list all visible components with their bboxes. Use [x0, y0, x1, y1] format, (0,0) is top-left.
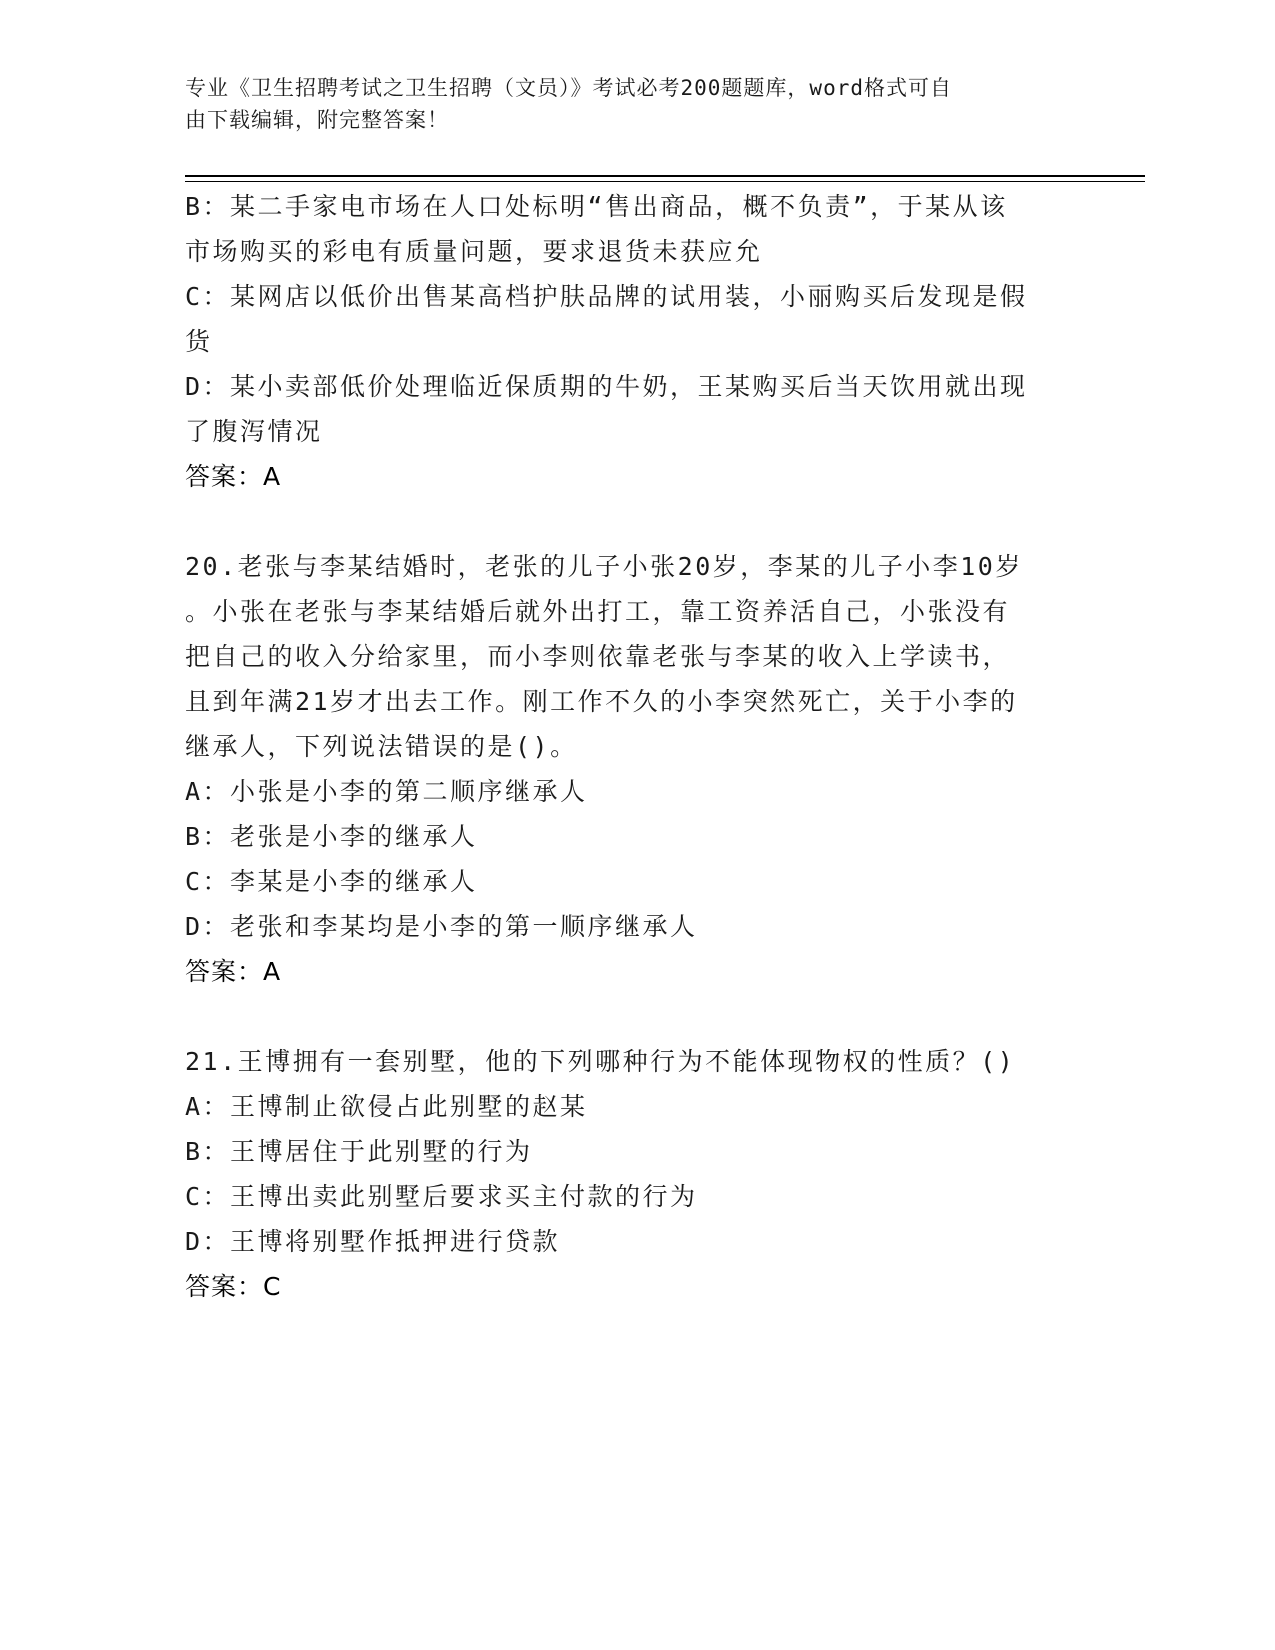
answer-label: 答案：A [185, 462, 282, 491]
header-title-line-2: 由下载编辑，附完整答案！ [185, 108, 449, 132]
question-spacer [185, 994, 1085, 1039]
option-b-line-2: 市场购买的彩电有质量问题，要求退货未获应允 [185, 237, 763, 266]
question-20-answer: 答案：A [185, 957, 282, 986]
option-d-line-1: D：某小卖部低价处理临近保质期的牛奶，王某购买后当天饮用就出现 [185, 372, 1028, 401]
question-21-stem: 21.王博拥有一套别墅，他的下列哪种行为不能体现物权的性质？() [185, 1047, 1016, 1076]
question-20-option-c: C：李某是小李的继承人 [185, 867, 478, 896]
option-c-line-2: 货 [185, 327, 213, 356]
header-rule-thin [185, 181, 1145, 182]
question-20-stem-line-2: 。小张在老张与李某结婚后就外出打工，靠工资养活自己，小张没有 [185, 597, 1011, 626]
question-21-option-a: A：王博制止欲侵占此别墅的赵某 [185, 1092, 588, 1121]
question-21 [185, 1039, 1085, 1309]
option-d-line-2: 了腹泻情况 [185, 417, 323, 446]
document-header [185, 72, 1065, 136]
question-20 [185, 544, 1085, 994]
question-20-option-b: B：老张是小李的继承人 [185, 822, 478, 851]
question-20-stem-line-3: 把自己的收入分给家里，而小李则依靠老张与李某的收入上学读书， [185, 642, 1011, 671]
question-21-option-b: B：王博居住于此别墅的行为 [185, 1137, 533, 1166]
question-20-stem-line-1: 20.老张与李某结婚时，老张的儿子小张20岁，李某的儿子小李10岁 [185, 552, 1023, 581]
header-rule-thick [185, 175, 1145, 177]
option-b-line-1: B：某二手家电市场在人口处标明“售出商品，概不负责”，于某从该 [185, 192, 1008, 221]
question-20-stem-line-5: 继承人，下列说法错误的是()。 [185, 732, 578, 761]
question-20-option-a: A：小张是小李的第二顺序继承人 [185, 777, 588, 806]
question-21-option-c: C：王博出卖此别墅后要求买主付款的行为 [185, 1182, 698, 1211]
question-21-answer: 答案：C [185, 1272, 282, 1301]
option-c-line-1: C：某网店以低价出售某高档护肤品牌的试用装，小丽购买后发现是假 [185, 282, 1028, 311]
previous-question-options [185, 184, 1085, 499]
question-spacer [185, 499, 1085, 544]
question-21-option-d: D：王博将别墅作抵押进行贷款 [185, 1227, 561, 1256]
question-20-option-d: D：老张和李某均是小李的第一顺序继承人 [185, 912, 698, 941]
header-title-line-1: 专业《卫生招聘考试之卫生招聘（文员）》考试必考200题题库，word格式可自 [185, 76, 952, 100]
document-body [185, 184, 1085, 1309]
question-20-stem-line-4: 且到年满21岁才出去工作。刚工作不久的小李突然死亡，关于小李的 [185, 687, 1018, 716]
